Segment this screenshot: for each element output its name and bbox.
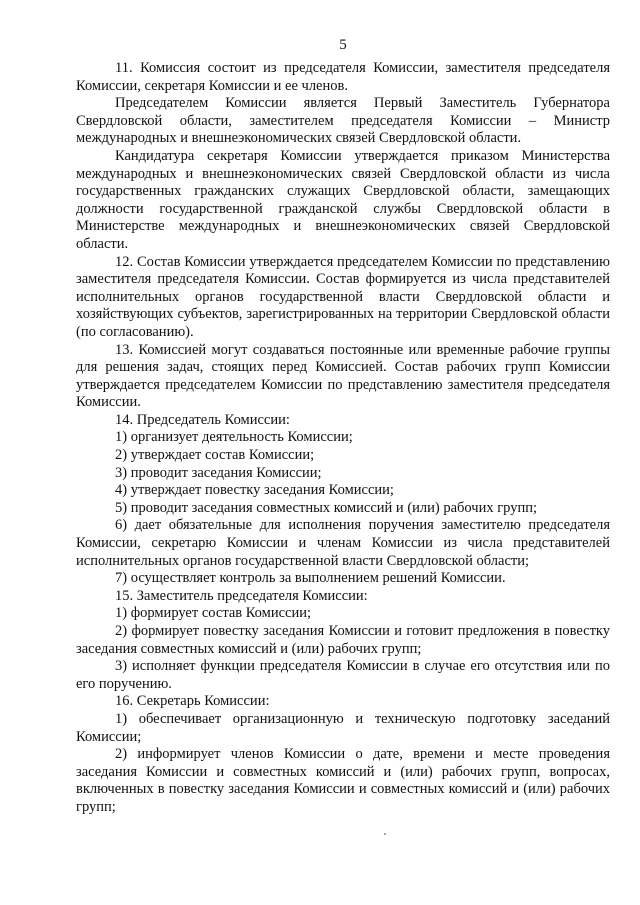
list-item: 1) обеспечивает организационную и техническую подготовку заседаний Комиссии; <box>76 710 610 745</box>
list-item: 2) информирует членов Комиссии о дате, времени и месте проведения заседания Комиссии и совместных комиссий и (или) рабочих групп, вопросах, включенных в повестку заседания Комиссии и совместных комиссий и (или) рабочих групп; <box>76 746 610 815</box>
paragraph: 14. Председатель Комиссии: <box>115 411 290 428</box>
paragraph: 12. Состав Комиссии утверждается председателем Комиссии по представлению заместителя председателя Комиссии. Состав формируется из числа представителей исполнительных органов государственной власти Свердловской области и хозяйствующих субъектов, зарегистрированных на территории Свердловской области (по согласованию). <box>76 253 610 340</box>
list-item: 6) дает обязательные для исполнения поручения заместителю председателя Комиссии, секретарю Комиссии и членам Комиссии из числа представителей исполнительных органов государственной власти Свердловской области; <box>76 517 610 569</box>
list-item: 1) организует деятельность Комиссии; <box>115 429 353 446</box>
scan-speck <box>384 833 386 835</box>
list-item: 5) проводит заседания совместных комиссий и (или) рабочих групп; <box>115 499 538 516</box>
page-number: 5 <box>339 37 347 53</box>
paragraph: 11. Комиссия состоит из председателя Комиссии, заместителя председателя Комиссии, секретаря Комиссии и ее членов. <box>76 60 610 94</box>
list-item: 1) формирует состав Комиссии; <box>115 605 312 622</box>
paragraph: 15. Заместитель председателя Комиссии: <box>115 587 368 604</box>
list-item: 3) проводит заседания Комиссии; <box>115 464 322 481</box>
paragraph: Председателем Комиссии является Первый Заместитель Губернатора Свердловской области, заместителем председателя Комиссии – Министр международных и внешнеэкономических связей Свердловской области. <box>76 95 610 147</box>
list-item: 4) утверждает повестку заседания Комиссии; <box>115 482 394 499</box>
document-body <box>76 60 610 817</box>
list-item: 2) утверждает состав Комиссии; <box>115 447 315 464</box>
list-item: 2) формирует повестку заседания Комиссии и готовит предложения в повестку заседания совместных комиссий и (или) рабочих групп; <box>76 623 610 657</box>
paragraph: 16. Секретарь Комиссии: <box>115 693 270 710</box>
list-item: 7) осуществляет контроль за выполнением решений Комиссии. <box>115 570 506 587</box>
list-item: 3) исполняет функции председателя Комиссии в случае его отсутствия или по его поручению. <box>76 658 610 692</box>
document-page <box>76 36 610 817</box>
paragraph: 13. Комиссией могут создаваться постоянные или временные рабочие группы для решения задач, стоящих перед Комиссией. Состав рабочих групп Комиссии утверждается председателем Комиссии по представлению заместителя председателя Комиссии. <box>76 341 610 411</box>
paragraph: Кандидатура секретаря Комиссии утверждается приказом Министерства международных и внешнеэкономических связей Свердловской области из числа государственных гражданских служащих Свердловской области, замещающих должности государственной гражданской службы Свердловской области в Министерстве международных и внешнеэкономических связей Свердловской области. <box>76 147 610 252</box>
